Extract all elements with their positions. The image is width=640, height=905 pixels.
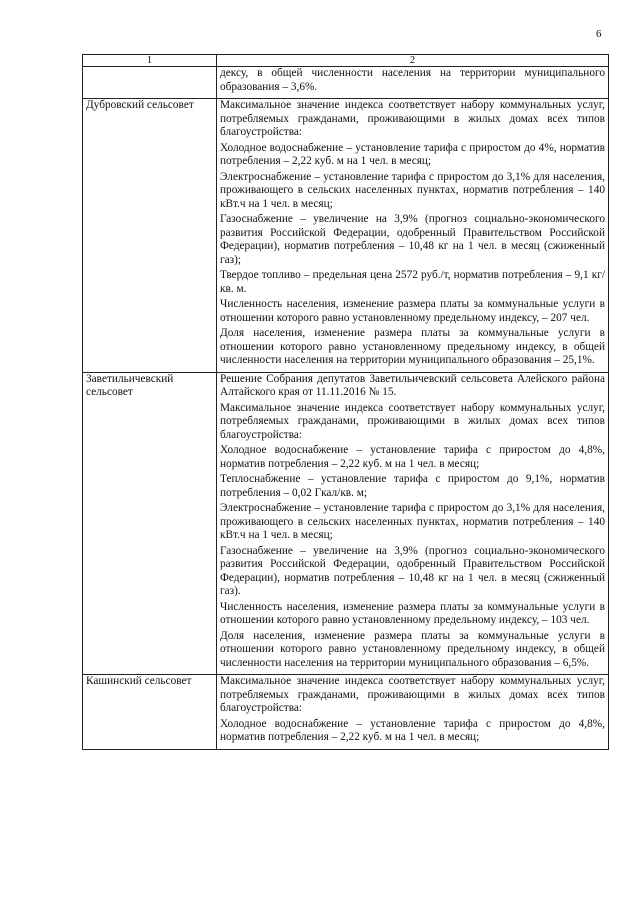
description-cell: [217, 675, 609, 750]
description-paragraph: Электроснабжение – установление тарифа с приростом до 3,1% для населения, проживающего в сельских населенных пунктах, норматив потребления – 140 кВт.ч на 1 чел. в месяц;: [220, 170, 605, 210]
description-paragraph: Максимальное значение индекса соответствует набору коммунальных услуг, потребляемых гражданами, проживающими в жилых домах всех типов благоустройства:: [220, 99, 605, 138]
municipality-name: Кашинский сельсовет: [86, 675, 192, 687]
column-header-1: 1: [83, 55, 217, 67]
description-paragraph: Холодное водоснабжение – установление тарифа с приростом до 4%, норматив потребления – 2,22 куб. м на 1 чел. в месяц;: [220, 141, 605, 167]
description-cell: [217, 372, 609, 675]
municipality-cell: [83, 372, 217, 675]
table-header-row: [83, 55, 609, 67]
description-paragraph: Доля населения, изменение размера платы за коммунальные услуги в отношении которого равно установленному предельному индексу, в общей численности населения на территории муниципального образования – 25,1%.: [220, 327, 605, 366]
description-cell: [217, 99, 609, 373]
municipality-name: Дубровский сельсовет: [86, 99, 194, 111]
municipality-cell: [83, 67, 217, 99]
description-paragraph: дексу, в общей численности населения на территории муниципального образования – 3,6%.: [220, 67, 605, 93]
table-row: [83, 372, 609, 675]
table-row: [83, 67, 609, 99]
description-paragraph: Газоснабжение – увеличение на 3,9% (прогноз социально-экономического развития Российской Федерации, одобренный Правительством Российской Федерации), норматив потребления – 10,48 кг на 1 чел. в месяц (сжиженный газ);: [220, 213, 605, 266]
municipality-name: Заветильичевский сельсовет: [86, 372, 174, 398]
description-paragraph: Теплоснабжение – установление тарифа с приростом до 9,1%, норматив потребления – 0,02 Гкал/кв. м;: [220, 473, 605, 499]
column-header-2: 2: [217, 55, 609, 67]
description-paragraph: Максимальное значение индекса соответствует набору коммунальных услуг, потребляемых гражданами, проживающими в жилых домах всех типов благоустройства:: [220, 401, 605, 441]
description-cell: [217, 67, 609, 99]
description-paragraph: Твердое топливо – предельная цена 2572 руб./т, норматив потребления – 9,1 кг/кв. м.: [220, 269, 605, 295]
description-paragraph: Доля населения, изменение размера платы за коммунальные услуги в отношении которого равно установленному предельному индексу, в общей численности населения на территории муниципального образования – 6,5%.: [220, 629, 605, 669]
table-body: [83, 67, 609, 750]
description-paragraph: Газоснабжение – увеличение на 3,9% (прогноз социально-экономического развития Российской Федерации, одобренный Правительством Российской Федерации), норматив потребления – 10,48 кг на 1 чел. в месяц (сжиженный газ).: [220, 544, 605, 597]
description-paragraph: Холодное водоснабжение – установление тарифа с приростом до 4,8%, норматив потребления – 2,22 куб. м на 1 чел. в месяц;: [220, 444, 605, 470]
description-paragraph: Максимальное значение индекса соответствует набору коммунальных услуг, потребляемых гражданами, проживающими в жилых домах всех типов благоустройства:: [220, 675, 605, 714]
municipality-cell: [83, 99, 217, 373]
table-row: [83, 99, 609, 373]
municipality-cell: [83, 675, 217, 750]
municipal-index-table: [82, 54, 609, 750]
description-paragraph: Решение Собрания депутатов Заветильичевский сельсовета Алейского района Алтайского края от 11.11.2016 № 15.: [220, 372, 605, 398]
description-paragraph: Численность населения, изменение размера платы за коммунальные услуги в отношении которого равно установленному предельному индексу, – 103 чел.: [220, 600, 605, 626]
page-number: 6: [596, 28, 602, 40]
description-paragraph: Численность населения, изменение размера платы за коммунальные услуги в отношении которого равно установленному предельному индексу, – 207 чел.: [220, 298, 605, 324]
description-paragraph: Холодное водоснабжение – установление тарифа с приростом до 4,8%, норматив потребления – 2,22 куб. м на 1 чел. в месяц;: [220, 717, 605, 743]
table-row: [83, 675, 609, 750]
description-paragraph: Электроснабжение – установление тарифа с приростом до 3,1% для населения, проживающего в сельских населенных пунктах, норматив потребления – 140 кВт.ч на 1 чел. в месяц;: [220, 502, 605, 541]
